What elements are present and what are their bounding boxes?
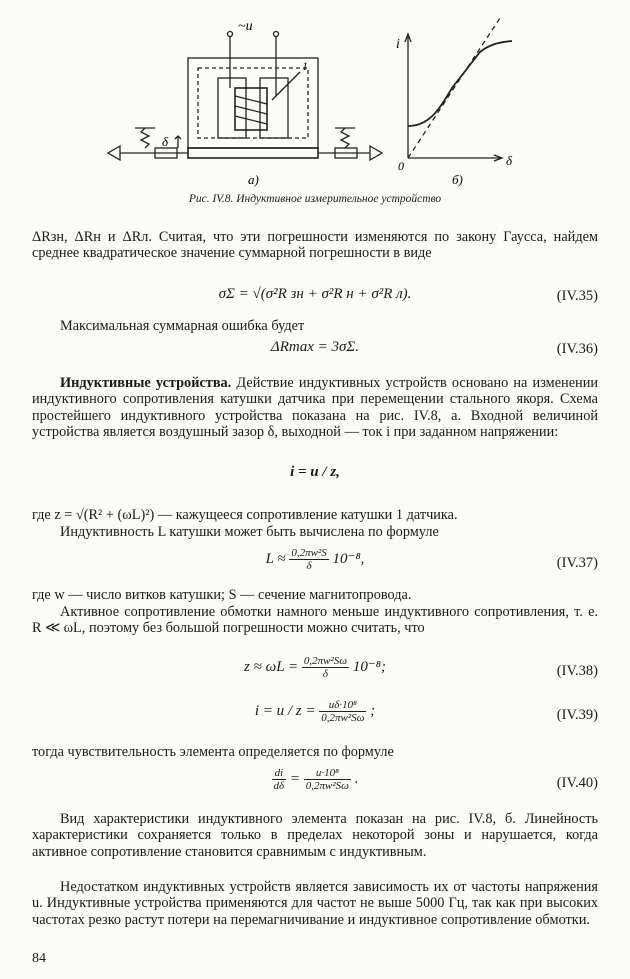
equation-iv37 xyxy=(32,545,598,581)
equation-iv40-formula: $\frac{di}{d\delta}$ = $\frac{\text{u·10⁸}}{\text{0,2πw²Sω}}$ . xyxy=(273,767,359,792)
iv39-denominator: 0,2πw²Sω xyxy=(321,712,365,724)
iv38-fraction xyxy=(302,655,349,680)
iv38-numerator: 0,2πw²Sω xyxy=(303,655,348,667)
equation-i xyxy=(32,462,598,492)
iv39-lhs: i = u / z = xyxy=(254,702,316,719)
equation-iv35 xyxy=(32,284,598,314)
source-label: ~u xyxy=(238,19,253,34)
paragraph-9: Вид характеристики индуктивного элемента показан на рис. IV.8, б. Линейность характеристики сохраняется только в пределах некоторой зоны и нарушается, когда активное сопротивление становится сравнимым с индуктивным. xyxy=(32,811,598,860)
paragraph-10: Недостатком индуктивных устройств является зависимость их от частоты напряжения u. Индуктивные устройства применяются для частот не выше 5000 Гц, так как при высоких частотах резко растут потери на перемагничивание и индуктивное сопротивление обмотки. xyxy=(32,879,598,928)
page-number: 84 xyxy=(32,951,46,966)
origin-label: 0 xyxy=(398,159,404,173)
equation-i-formula: i = u / z, xyxy=(290,464,340,480)
paragraph-3-body: Действие индуктивных устройств основано на изменении индуктивного сопротивления катушки датчика при перемещении стального якоря. Схема простейшего индуктивного устройства показана на рис. IV.8, а. Входной величиной устройства является воздушный зазор δ, выходной — ток i при заданном напряжении: xyxy=(32,375,598,441)
equation-iv35-number: (IV.35) xyxy=(556,288,598,304)
equation-iv38 xyxy=(32,653,598,689)
equation-iv39 xyxy=(32,697,598,733)
equation-iv40-number: (IV.40) xyxy=(556,775,598,791)
panel-b-label: б) xyxy=(452,172,463,187)
equation-iv35-formula: σΣ = √(σ²R зн + σ²R н + σ²R л). xyxy=(218,286,412,302)
paragraph-3 xyxy=(32,375,598,441)
iv40-numerator: u·10⁸ xyxy=(304,767,351,780)
equation-iv37-number: (IV.37) xyxy=(556,555,598,571)
paragraph-8: тогда чувствительность элемента определяется по формуле xyxy=(32,744,394,760)
iv40-rhs: . xyxy=(354,770,359,787)
equation-iv40 xyxy=(32,765,598,801)
paragraph-1: ΔRзн, ΔRн и ΔRл. Считая, что эти погрешности изменяются по закону Гаусса, найдем среднее квадратическое значение суммарной погрешности в виде xyxy=(32,229,598,262)
iv37-numerator: 0,2πw²S xyxy=(291,547,327,559)
iv39-numerator: uδ·10⁸ xyxy=(319,699,366,712)
iv40-denominator: 0,2πw²Sω xyxy=(305,780,349,792)
iv40-dden: dδ xyxy=(273,780,285,792)
iv39-rhs: ; xyxy=(370,702,376,719)
iv37-lhs: L ≈ xyxy=(265,550,286,567)
iv38-lhs: z ≈ ωL = xyxy=(244,658,299,675)
iv38-rhs: 10⁻⁸; xyxy=(352,658,386,675)
iv40-fraction xyxy=(304,767,351,792)
caption-label: Рис. IV.8. xyxy=(188,193,234,205)
equation-iv36-formula: ΔRmax = 3σΣ. xyxy=(270,339,360,355)
inductive-sensor-diagram xyxy=(108,32,382,161)
axis-x-label: δ xyxy=(506,153,513,168)
paragraph-4: где z = √(R² + (ωL)²) — кажущееся сопротивление катушки 1 датчика. xyxy=(32,507,458,523)
characteristic-plot xyxy=(405,18,512,161)
equation-iv36 xyxy=(32,337,598,367)
figure-iv8 xyxy=(100,8,530,198)
iv37-fraction xyxy=(289,547,328,572)
equation-iv37-formula xyxy=(32,547,598,572)
paragraph-2: Максимальная суммарная ошибка будет xyxy=(60,318,305,334)
paragraph-5: Индуктивность L катушки может быть вычислена по формуле xyxy=(60,524,439,540)
iv40-derivative xyxy=(272,767,287,792)
coil-label: 1 xyxy=(302,59,308,73)
iv37-rhs: 10⁻⁸, xyxy=(332,550,365,567)
figure-caption xyxy=(0,193,630,205)
iv40-dnum: di xyxy=(272,767,287,780)
iv39-fraction xyxy=(319,699,366,724)
equation-iv38-formula xyxy=(32,655,598,680)
equation-iv38-number: (IV.38) xyxy=(556,663,598,679)
equation-iv36-number: (IV.36) xyxy=(556,341,598,357)
gap-label: δ xyxy=(162,134,169,149)
equation-iv39-number: (IV.39) xyxy=(556,707,598,723)
section-title: Индуктивные устройства. xyxy=(60,375,232,391)
equation-iv39-formula xyxy=(32,699,598,724)
paragraph-7: Активное сопротивление обмотки намного меньше индуктивного сопротивления, т. е. R ≪ ωL, поэтому без большой погрешности можно считать, что xyxy=(32,604,598,637)
iv38-denominator: δ xyxy=(322,668,329,680)
caption-text: Индуктивное измерительное устройство xyxy=(236,193,442,205)
axis-y-label: i xyxy=(396,37,400,52)
paragraph-6: где w — число витков катушки; S — сечение магнитопровода. xyxy=(32,587,412,603)
panel-a-label: а) xyxy=(248,172,259,187)
iv37-denominator: δ xyxy=(306,560,312,572)
